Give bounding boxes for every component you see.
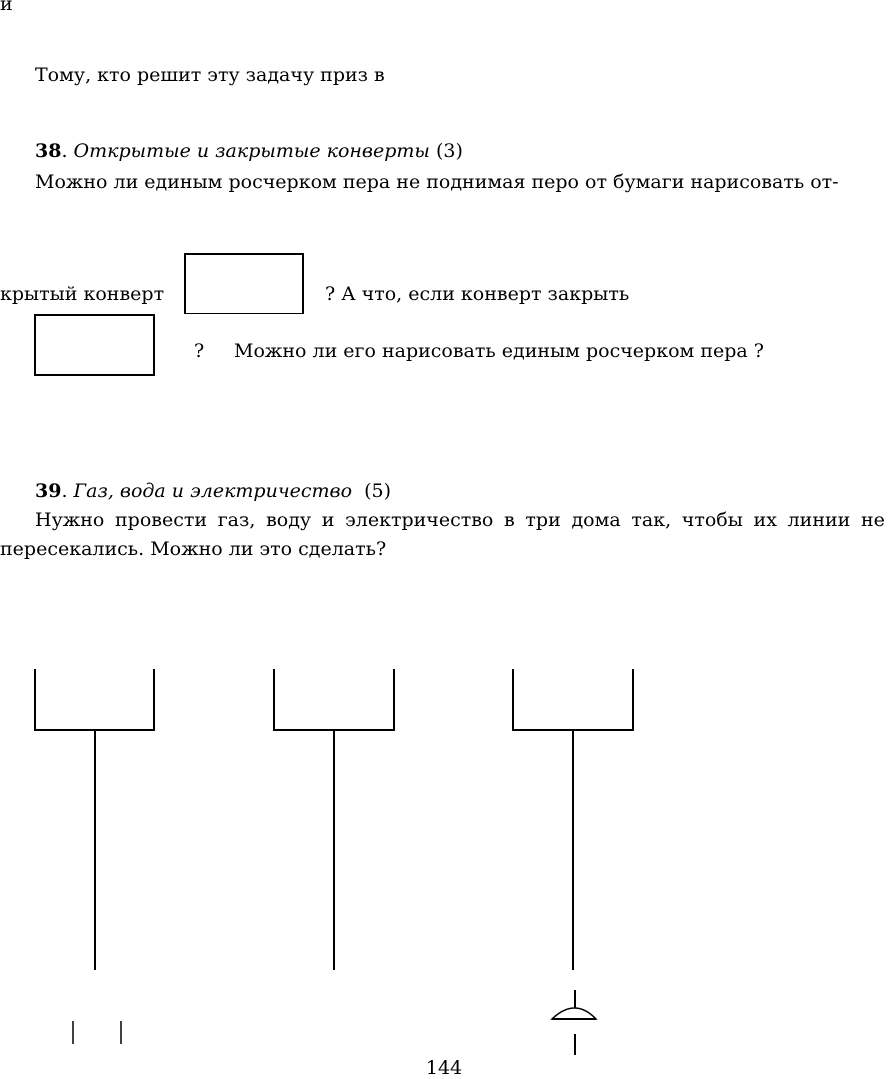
house-2 [274, 669, 394, 970]
problem-39-number: 39 [35, 480, 62, 502]
word: их [753, 509, 777, 531]
problem-39-sep: . [61, 480, 68, 502]
problem-38-sep: . [61, 140, 68, 162]
problem-38-line-3-text: Можно ли его нарисовать единым росчерком пера ? [234, 340, 764, 362]
word: линии [787, 509, 851, 531]
word: так, [631, 509, 672, 531]
top-text-fragment: и [0, 0, 13, 15]
word: провести [115, 509, 208, 531]
problem-38-line-1: Можно ли единым росчерком пера не поднимая перо от бумаги нарисовать от- [35, 171, 839, 193]
problem-38-line-3-qmark: ? [194, 340, 205, 362]
problem-38-line-2-before: крытый конверт [0, 283, 165, 305]
page-number: 144 [425, 1057, 463, 1079]
problem-38-title: Открытые и закрытые конверты [73, 140, 430, 162]
word: дома [571, 509, 621, 531]
water-source-icon [73, 1021, 121, 1044]
problem-38-line-2-after: ? А что, если конверт закрыть [325, 283, 630, 305]
problem-39-difficulty: (5) [364, 480, 392, 502]
word: воду [266, 509, 312, 531]
problem-38-number: 38 [35, 140, 62, 162]
problem-38-difficulty: (3) [435, 140, 463, 162]
house-1 [35, 669, 154, 970]
word: три [525, 509, 561, 531]
word: электричество [345, 509, 494, 531]
word: в [504, 509, 515, 531]
lamp-icon [552, 990, 596, 1055]
word: газ, [217, 509, 256, 531]
problem-39-title: Газ, вода и электричество [73, 480, 353, 502]
word: и [321, 509, 335, 531]
word: чтобы [681, 509, 743, 531]
word: не [861, 509, 885, 531]
word: Нужно [35, 509, 105, 531]
problem-39-line-2: пересекались. Можно ли это сделать? [0, 538, 387, 560]
prize-text: Тому, кто решит эту задачу приз в [35, 64, 385, 86]
house-3 [513, 669, 633, 970]
